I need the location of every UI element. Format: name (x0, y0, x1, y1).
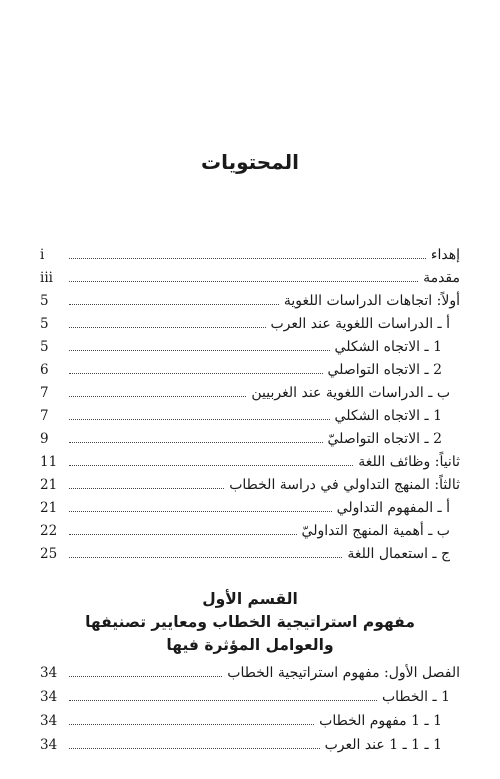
toc-entry-page: i (40, 247, 45, 263)
toc-entry-page: 5 (40, 339, 49, 355)
toc-entry-label: ب ـ الدراسات اللغوية عند الغربيين (251, 385, 450, 401)
toc-entry (40, 313, 460, 333)
toc-entry-label: أولاً: اتجاهات الدراسات اللغوية (283, 293, 460, 309)
toc-entry-label: 1 ـ الاتجاه الشكلي (334, 339, 442, 355)
toc-entry (40, 734, 460, 754)
toc-entry-label: مقدمة (423, 270, 460, 286)
dot-leader (69, 373, 323, 374)
toc-entry-page: 21 (40, 477, 58, 493)
toc-entry (40, 497, 460, 517)
dot-leader (69, 396, 246, 397)
toc-entry-page: 34 (40, 713, 58, 729)
toc-entry (40, 267, 460, 287)
toc-entry (40, 710, 460, 730)
toc-entry-label: إهداء (430, 247, 460, 263)
dot-leader (69, 488, 224, 489)
toc-entry (40, 662, 460, 682)
dot-leader (69, 511, 332, 512)
dot-leader (69, 419, 330, 420)
toc-entry (40, 405, 460, 425)
toc-entry (40, 382, 460, 402)
toc-entry-label: الفصل الأول: مفهوم استراتيجية الخطاب (227, 665, 460, 681)
dot-leader (69, 442, 323, 443)
toc-entry-page: 22 (40, 523, 58, 539)
toc-entry-page: 9 (40, 431, 49, 447)
toc-entry (40, 428, 460, 448)
toc-entry (40, 474, 460, 494)
toc-entry-page: 6 (40, 362, 49, 378)
toc-entry-label: 1 ـ الاتجاه الشكلي (334, 408, 442, 424)
toc-entry-page: 11 (40, 454, 58, 470)
dot-leader (69, 700, 377, 701)
dot-leader (69, 465, 353, 466)
dot-leader (69, 304, 279, 305)
toc-entry (40, 686, 460, 706)
part-subtitle: مفهوم استراتيجية الخطاب ومعايير تصنيفها (85, 613, 415, 631)
page-title: المحتويات (200, 150, 299, 174)
dot-leader (69, 281, 418, 282)
toc-entry (40, 520, 460, 540)
toc-entry (40, 290, 460, 310)
dot-leader (69, 327, 266, 328)
toc-entry-label: ثانياً: وظائف اللغة (358, 454, 460, 470)
toc-entry-page: iii (40, 270, 53, 286)
toc-entry-page: 5 (40, 293, 49, 309)
toc-entry-label: أ ـ الدراسات اللغوية عند العرب (270, 316, 450, 332)
toc-entry-page: 25 (40, 546, 58, 562)
part-heading: القسم الأول (202, 590, 298, 608)
toc-entry-label: ج ـ استعمال اللغة (347, 546, 450, 562)
toc-entry (40, 244, 460, 264)
dot-leader (69, 748, 320, 749)
toc-entry-label: أ ـ المفهوم التداولي (336, 500, 450, 516)
toc-entry-label: ثالثاً: المنهج التداولي في دراسة الخطاب (229, 477, 460, 493)
toc-entry-label: 1 ـ 1 مفهوم الخطاب (319, 713, 442, 729)
toc-entry (40, 359, 460, 379)
dot-leader (69, 534, 297, 535)
dot-leader (69, 350, 330, 351)
part-subtitle: والعوامل المؤثرة فيها (166, 636, 334, 654)
dot-leader (69, 724, 314, 725)
toc-entry-label: 1 ـ 1 ـ 1 عند العرب (324, 737, 442, 753)
toc-entry-label: 2 ـ الاتجاه التواصلي (327, 362, 442, 378)
dot-leader (69, 557, 342, 558)
toc-entry-page: 7 (40, 385, 49, 401)
toc-entry-page: 5 (40, 316, 49, 332)
dot-leader (69, 676, 222, 677)
toc-entry-label: ب ـ أهمية المنهج التداوليّ (301, 523, 450, 539)
toc-entry-page: 34 (40, 689, 58, 705)
toc-entry (40, 451, 460, 471)
toc-entry (40, 336, 460, 356)
toc-entry (40, 543, 460, 563)
toc-entry-label: 2 ـ الاتجاه التواصليّ (327, 431, 442, 447)
toc-entry-page: 34 (40, 737, 58, 753)
toc-entry-page: 7 (40, 408, 49, 424)
toc-entry-label: 1 ـ الخطاب (381, 689, 450, 705)
toc-entry-page: 21 (40, 500, 58, 516)
dot-leader (69, 258, 426, 259)
toc-entry-page: 34 (40, 665, 58, 681)
